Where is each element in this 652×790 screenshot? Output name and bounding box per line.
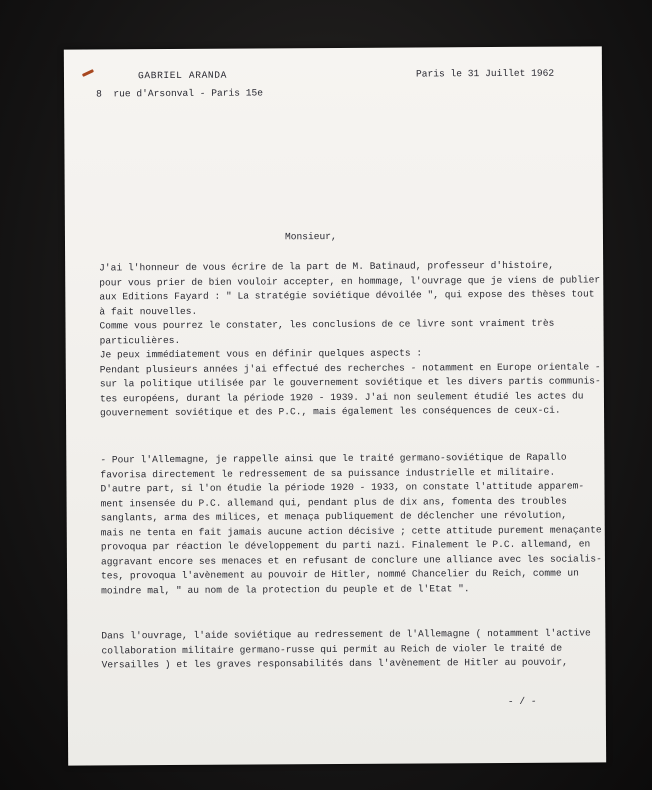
text-line: aggravant encore ses menaces et en refusant de conclure une alliance avec les socialis- — [100, 552, 602, 567]
text-line: gouvernement soviétique et des P.C., mais également les conséquences de ceux-ci. — [100, 404, 561, 419]
paragraph-3 — [101, 626, 591, 672]
text-line: moindre mal, " au nom de la protection du peuple et de l'Etat ". — [101, 582, 470, 596]
sender-address: 8 rue d'Arsonval - Paris 15e — [96, 87, 264, 100]
text-line: provoqua par réaction le développement du parti nazi. Finalement le P.C. allemand, en — [100, 538, 591, 553]
sender-name: GABRIEL ARANDA — [137, 69, 228, 82]
text-line: Dans l'ouvrage, l'aide soviétique au redressement de l'Allemagne ( notamment l'active — [101, 627, 591, 642]
text-line: à fait nouvelles. — [99, 305, 198, 317]
text-line: tes européens, durant la période 1920 - 1939. J'ai non seulement étudié les actes du — [99, 389, 584, 404]
text-line: Comme vous pourrez le constater, les conclusions de ce livre sont vraiment très — [99, 317, 555, 332]
ink-mark — [82, 69, 94, 77]
text-line: D'autre part, si l'on étudie la période 1920 - 1933, on constate l'attitude apparem- — [100, 480, 585, 495]
text-line: - Pour l'Allemagne, je rappelle ainsi que le traité germano-soviétique de Rapallo — [100, 451, 567, 466]
paragraph-2 — [100, 450, 602, 598]
text-line: collaboration militaire germano-russe qui permit au Reich de violer le traité de — [101, 642, 563, 656]
text-line: favorisa directement le redressement de sa puissance industrielle et militaire. — [100, 466, 556, 480]
letter-date: Paris le 31 Juillet 1962 — [415, 67, 555, 80]
text-line: J'ai l'honneur de vous écrire de la part de M. Batinaud, professeur d'histoire, — [99, 259, 555, 274]
text-line: aux Editions Fayard : " La stratégie soviétique dévoilée ", qui expose des thèses tout — [99, 288, 595, 303]
paragraph-1 — [99, 258, 601, 420]
text-line: sanglants, arma des milices, et menaça publiquement de déclencher une révolution, — [100, 509, 568, 524]
text-line: sur la politique utilisée par le gouvernement soviétique et les divers partis communis- — [99, 375, 601, 390]
salutation: Monsieur, — [284, 230, 337, 243]
text-line: mais ne tenta en fait jamais aucune action décisive ; cette attitude purement menaçante — [100, 523, 602, 538]
text-line: pour vous prier de bien vouloir accepter, en hommage, l'ouvrage que je viens de publier — [99, 273, 601, 288]
page-continuation-mark: - / - — [507, 695, 537, 707]
text-line: Je peux immédiatement vous en définir quelques aspects : — [99, 347, 423, 361]
text-line: tes, provoqua l'avènement au pouvoir de Hitler, nommé Chancelier du Reich, comme un — [101, 567, 579, 582]
letter-sheet — [64, 46, 606, 765]
text-line: ment insensée du P.C. allemand qui, pendant plus de dix ans, fomenta des troubles — [100, 495, 567, 509]
text-line: particulières. — [99, 334, 181, 346]
text-line: Versailles ) et les graves responsabilités dans l'avènement de Hitler au pouvoir, — [101, 656, 568, 671]
text-line: Pendant plusieurs années j'ai effectué des recherches - notamment en Europe orientale - — [99, 360, 601, 375]
